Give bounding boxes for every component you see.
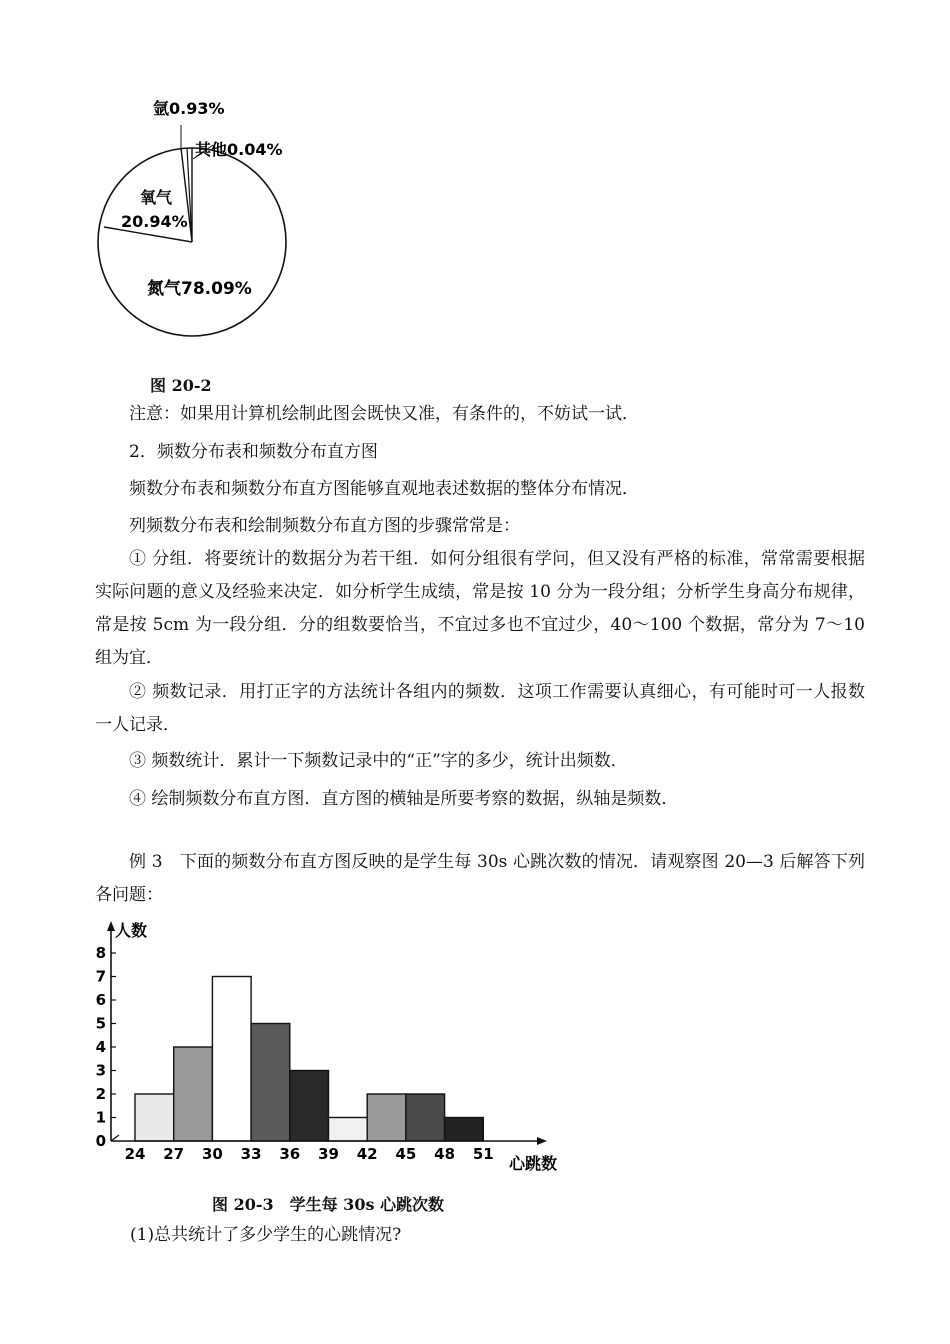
y-tick-label-8: 8: [95, 944, 106, 962]
x-tick-label-42: 42: [356, 1145, 378, 1163]
x-tick-label-27: 27: [163, 1145, 185, 1163]
label-oxygen: 氧气: [140, 188, 173, 207]
x-tick-label-39: 39: [318, 1145, 339, 1163]
histogram-bar-3: [212, 977, 251, 1142]
x-tick-label-30: 30: [201, 1145, 223, 1163]
y-tick-label-7: 7: [95, 967, 106, 986]
y-tick-label-6: 6: [95, 991, 106, 1009]
x-axis-label: 心跳数: [509, 1154, 558, 1173]
section-title: 2．频数分布表和频数分布直方图: [129, 442, 378, 462]
y-tick-label-3: 3: [95, 1061, 106, 1080]
histogram-bar-5: [290, 1071, 329, 1142]
y-axis-arrow: [107, 921, 115, 931]
paragraph-1: 频数分布表和频数分布直方图能够直观地表述数据的整体分布情况．: [129, 479, 639, 499]
paragraph-2: 列频数分布表和绘制频数分布直方图的步骤常常是：: [129, 516, 520, 536]
y-tick-label-5: 5: [95, 1014, 106, 1033]
x-tick-label-51: 51: [472, 1145, 494, 1163]
histogram-bar-9: [445, 1118, 484, 1142]
histogram-bar-2: [174, 1047, 213, 1141]
step-4: ④ 绘制频数分布直方图．直方图的横轴是所要考察的数据，纵轴是频数．: [129, 789, 679, 809]
histogram-bar-8: [406, 1094, 445, 1141]
pie-caption: 图 20-2: [150, 376, 212, 395]
histogram-bar-4: [251, 1024, 290, 1142]
label-argon: 氩0.93%: [153, 99, 225, 118]
y-tick-label-0: 0: [95, 1132, 106, 1150]
x-tick-label-36: 36: [279, 1145, 301, 1163]
histogram-bar-1: [135, 1094, 174, 1141]
y-tick-label-4: 4: [95, 1038, 106, 1056]
label-other: 其他0.04%: [195, 140, 283, 159]
y-tick-label-2: 2: [95, 1085, 106, 1103]
axis-break-mark: [111, 1135, 119, 1141]
question-1: (1)总共统计了多少学生的心跳情况?: [130, 1225, 402, 1245]
label-nitrogen: 氮气78.09%: [147, 279, 252, 299]
example-3: 例 3 下面的频数分布直方图反映的是学生每 30s 心跳次数的情况．请观察图 20—3 后解答下列各问题：: [95, 852, 865, 905]
histogram-caption: 图 20-3 学生每 30s 心跳次数: [212, 1195, 445, 1214]
histogram-chart: [85, 915, 585, 1175]
histogram-bar-6: [329, 1118, 368, 1142]
label-oxygen-pct: 20.94%: [121, 212, 188, 231]
y-tick-label-1: 1: [95, 1108, 106, 1127]
step-2: ② 频数记录．用打正字的方法统计各组内的频数．这项工作需要认真细心，有可能时可一人报数一人记录．: [95, 682, 865, 735]
x-tick-label-33: 33: [240, 1145, 262, 1163]
x-tick-label-45: 45: [395, 1145, 417, 1163]
y-axis-label: 人数: [115, 921, 148, 940]
step-1: ① 分组．将要统计的数据分为若干组．如何分组很有学问，但又没有严格的标准，常常需要根据实际问题的意义及经验来决定．如分析学生成绩，常是按 10 分为一段分组；分析学生身高分布规律，常是按 5cm 为一段分组．分的组数要恰当，不宜过多也不宜过少，40～100 个数据，常分为 7～10 组为宜．: [95, 549, 865, 668]
histogram-bar-7: [367, 1094, 406, 1141]
x-tick-label-24: 24: [124, 1145, 146, 1163]
x-axis-arrow: [537, 1137, 547, 1145]
x-tick-label-48: 48: [434, 1145, 456, 1163]
step-3: ③ 频数统计．累计一下频数记录中的“正”字的多少，统计出频数．: [129, 751, 628, 771]
pie-chart: [95, 85, 325, 385]
note-paragraph: 注意：如果用计算机绘制此图会既快又准，有条件的，不妨试一试．: [129, 404, 639, 424]
